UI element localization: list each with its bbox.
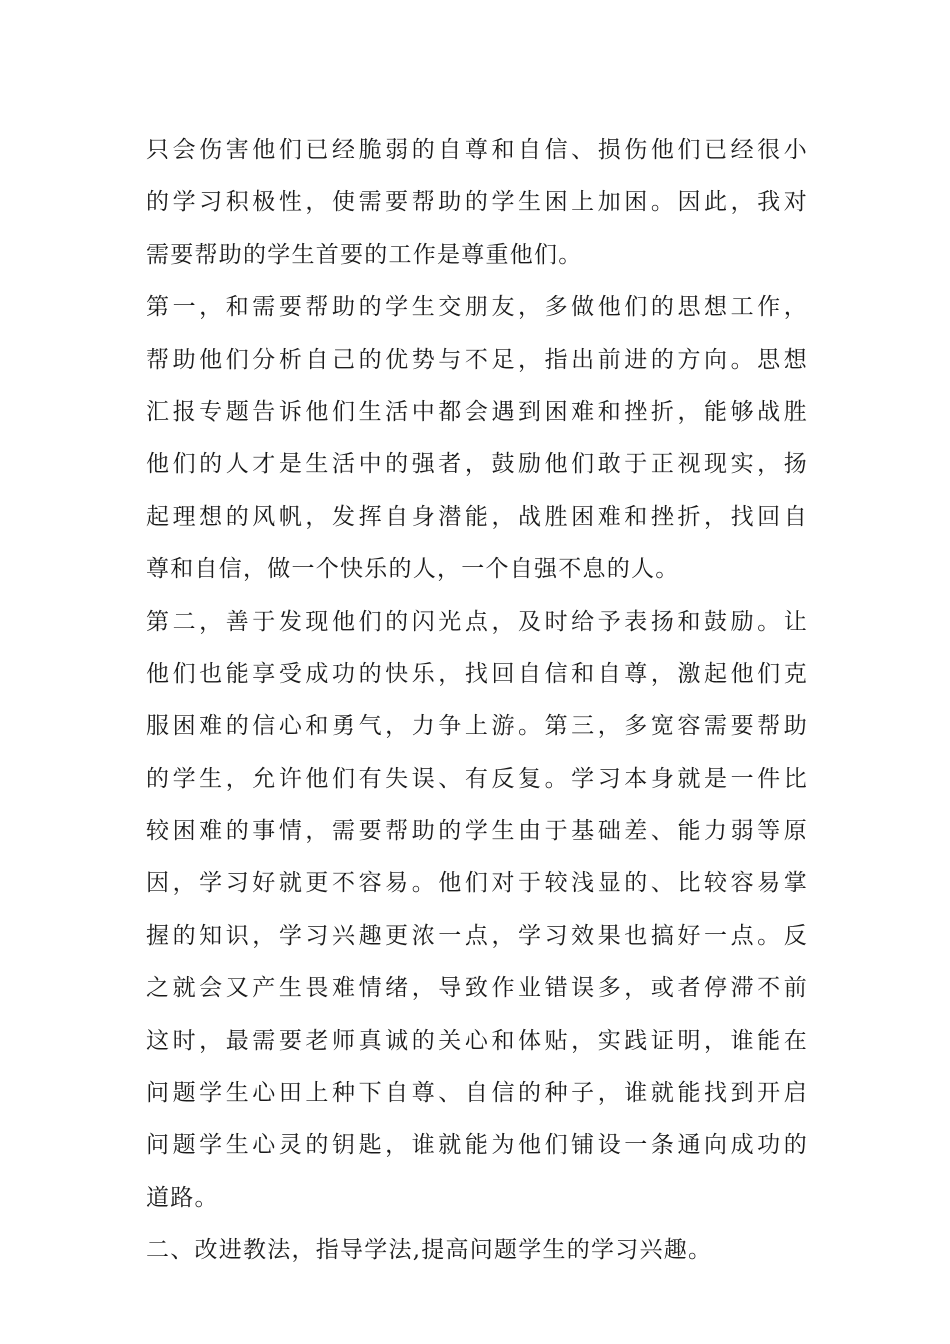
- text-line: 第二，善于发现他们的闪光点，及时给予表扬和鼓励。让: [146, 608, 808, 635]
- text-line: 的学生，允许他们有失误、有反复。学习本身就是一件比: [146, 765, 808, 792]
- text-line: 的学习积极性，使需要帮助的学生困上加困。因此，我对: [146, 189, 808, 216]
- section-heading: 二、改进教法，指导学法,提高问题学生的学习兴趣。: [146, 1237, 713, 1264]
- text-line: 服困难的信心和勇气，力争上游。第三，多宽容需要帮助: [146, 713, 808, 740]
- text-line: 尊和自信，做一个快乐的人，一个自强不息的人。: [146, 556, 680, 583]
- text-line: 只会伤害他们已经脆弱的自尊和自信、损伤他们已经很小: [146, 137, 808, 163]
- text-line: 他们也能享受成功的快乐，找回自信和自尊，激起他们克: [146, 660, 808, 687]
- text-line: 起理想的风帆，发挥自身潜能，战胜困难和挫折，找回自: [146, 503, 808, 530]
- text-line: 之就会又产生畏难情绪，导致作业错误多，或者停滞不前: [146, 975, 808, 1002]
- text-line: 较困难的事情，需要帮助的学生由于基础差、能力弱等原: [146, 818, 808, 845]
- text-line: 帮助他们分析自己的优势与不足，指出前进的方向。思想: [146, 346, 808, 373]
- text-line: 汇报专题告诉他们生活中都会遇到困难和挫折，能够战胜: [146, 398, 808, 425]
- text-line: 道路。: [146, 1184, 219, 1211]
- text-line: 需要帮助的学生首要的工作是尊重他们。: [146, 241, 583, 268]
- text-line: 握的知识，学习兴趣更浓一点，学习效果也搞好一点。反: [146, 922, 808, 949]
- document-body: [146, 124, 808, 1277]
- text-line: 他们的人才是生活中的强者，鼓励他们敢于正视现实，扬: [146, 451, 808, 478]
- text-line: 这时，最需要老师真诚的关心和体贴，实践证明，谁能在: [146, 1027, 808, 1054]
- text-line: 因，学习好就更不容易。他们对于较浅显的、比较容易掌: [146, 870, 808, 897]
- text-line: 问题学生心灵的钥匙，谁就能为他们铺设一条通向成功的: [146, 1132, 808, 1159]
- text-line: 第一，和需要帮助的学生交朋友，多做他们的思想工作，: [146, 294, 808, 321]
- text-line: 问题学生心田上种下自尊、自信的种子，谁就能找到开启: [146, 1080, 808, 1107]
